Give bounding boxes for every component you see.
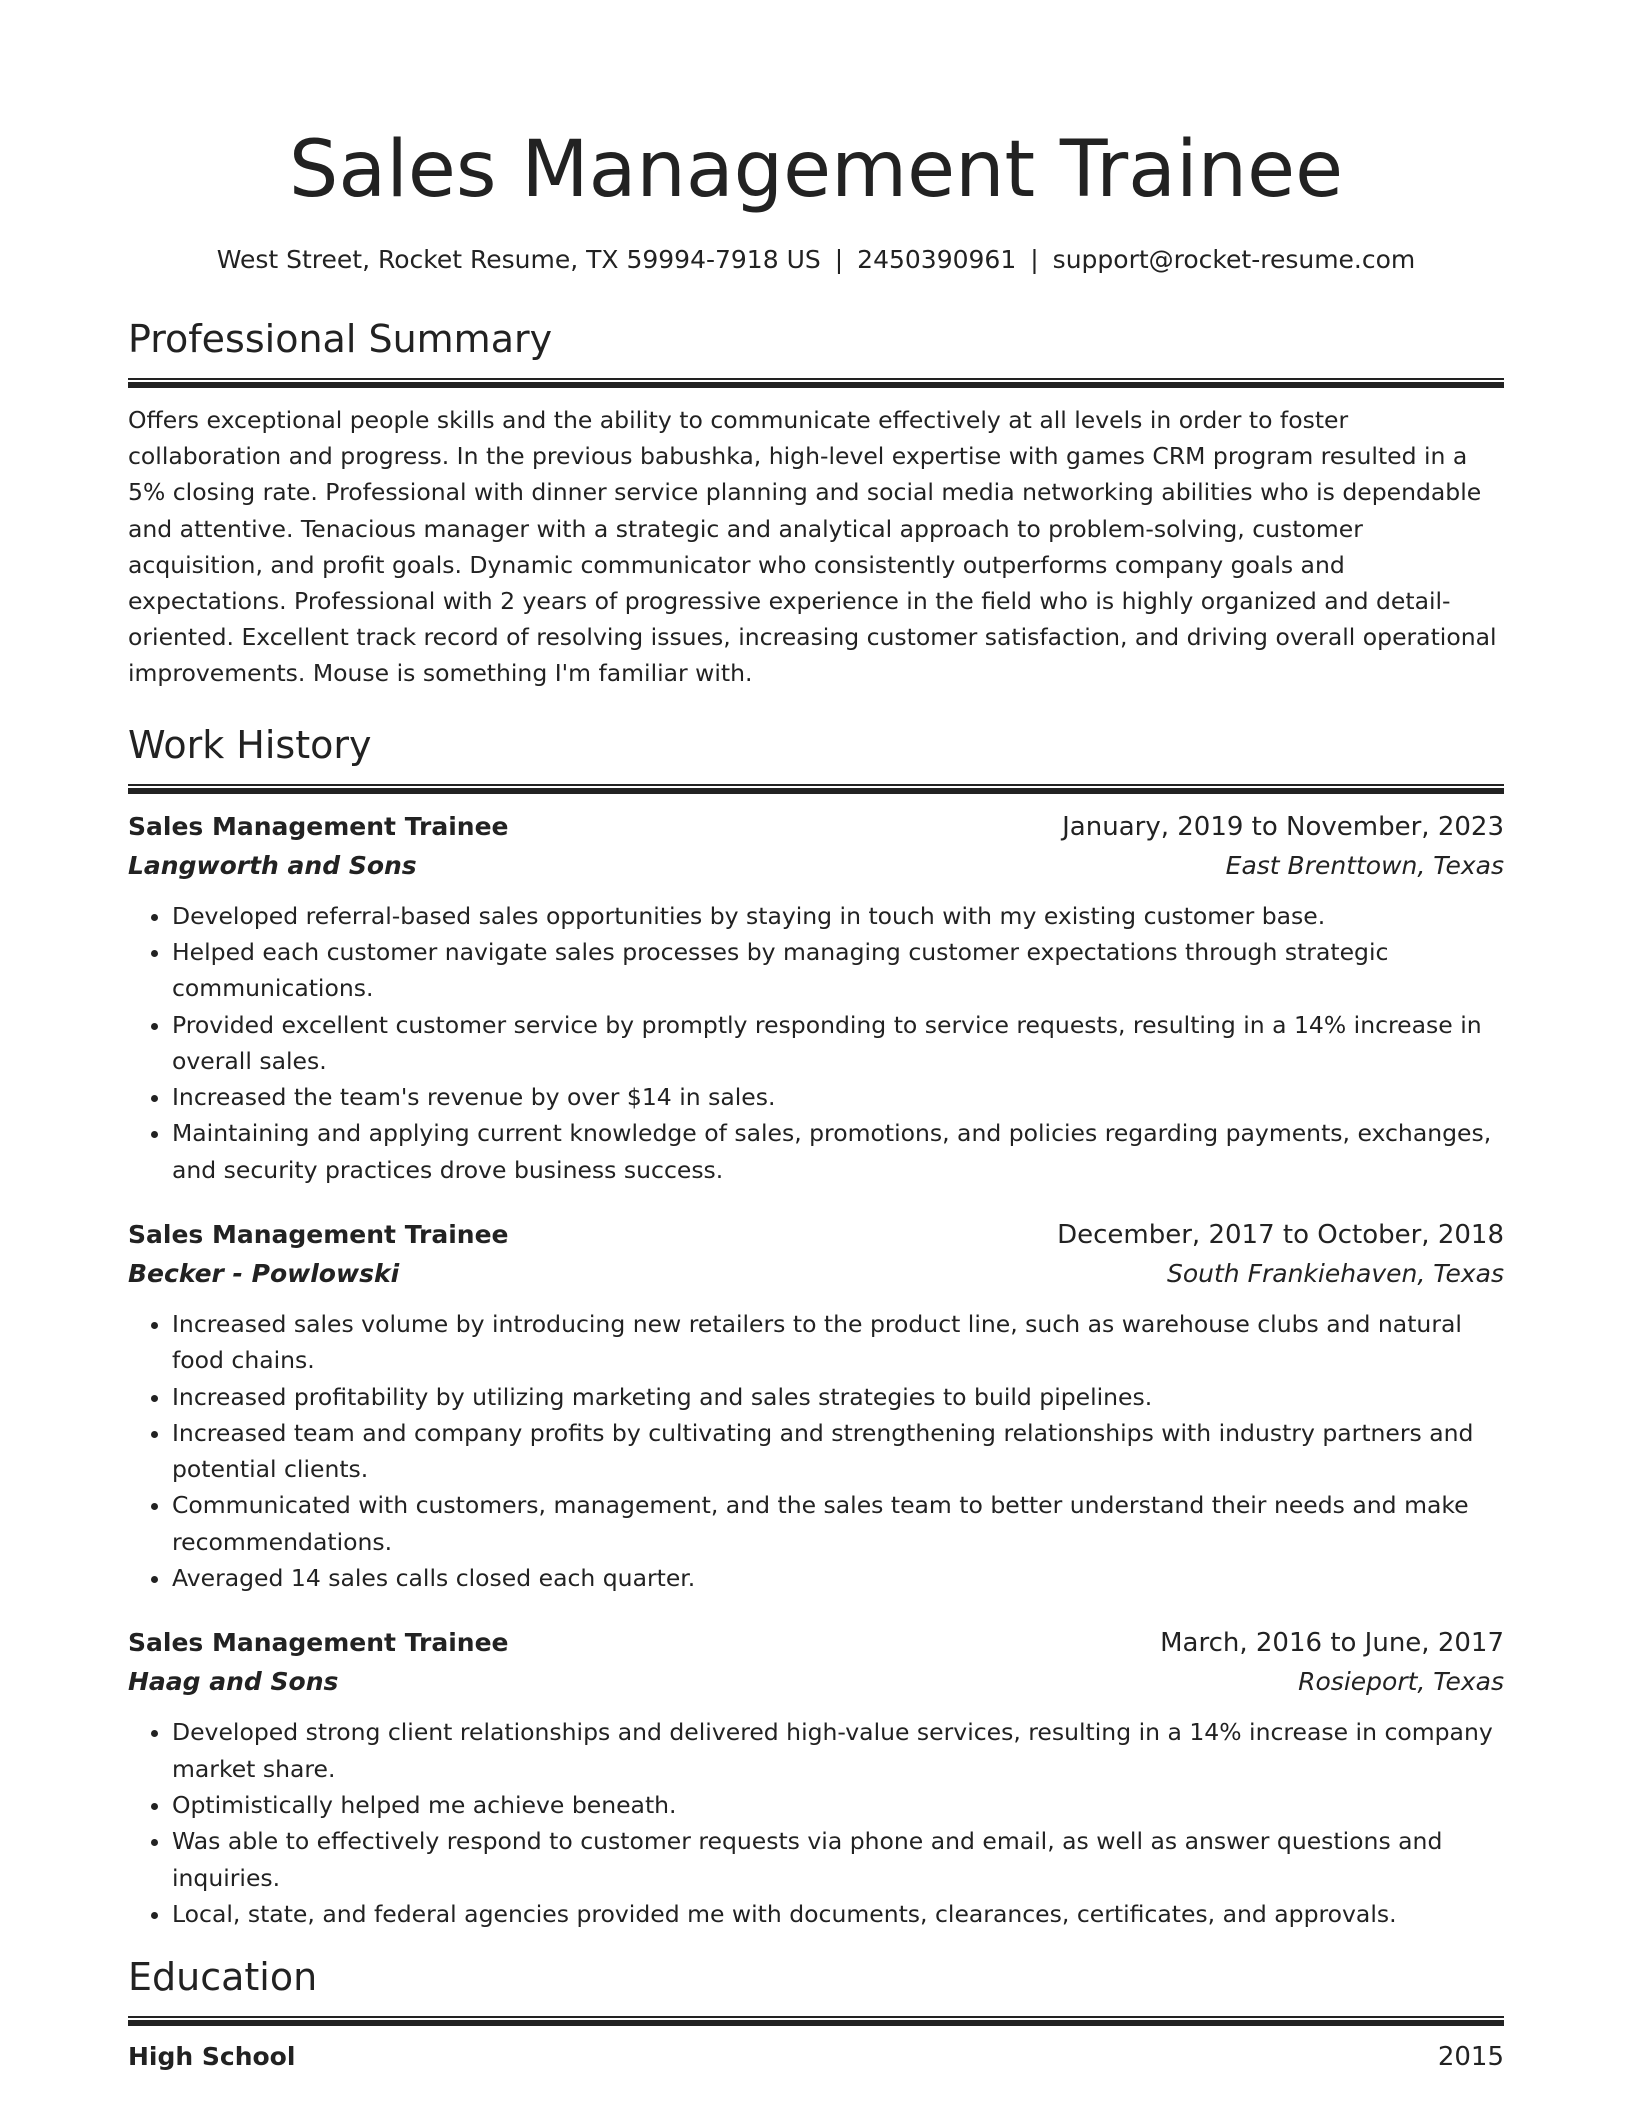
- summary-section: [128, 314, 1504, 692]
- list-item: • Increased sales volume by introducing new retailers to the product line, such as warehouse clubs and natural food chains.: [172, 1306, 1504, 1379]
- job-title: Sales Management Trainee: [128, 811, 509, 841]
- job-subheader: [128, 846, 1504, 886]
- job-location: East Brenttown, Texas: [1225, 850, 1504, 880]
- education-entry: [128, 2038, 1504, 2076]
- list-item: • Local, state, and federal agencies provided me with documents, clearances, certificates, and approvals.: [172, 1896, 1504, 1932]
- education-year: 2015: [1437, 2042, 1504, 2073]
- job-location: South Frankiehaven, Texas: [1166, 1259, 1504, 1288]
- section-title-work-history: Work History: [128, 722, 372, 767]
- section-divider: [128, 784, 1504, 794]
- job-company: Becker - Powlowski: [128, 1259, 400, 1288]
- job-header: [128, 808, 1504, 846]
- job-bullets: [128, 1714, 1504, 1932]
- job-dates: January, 2019 to November, 2023: [1062, 811, 1504, 842]
- list-item: • Developed strong client relationships and delivered high-value services, resulting in a 14% increase in company market share.: [172, 1714, 1504, 1787]
- job-header: [128, 1624, 1504, 1662]
- phone-text: 2450390961: [857, 245, 1017, 274]
- section-title-summary: Professional Summary: [128, 317, 553, 361]
- job-location: Rosieport, Texas: [1298, 1667, 1504, 1697]
- job-company: Haag and Sons: [128, 1667, 339, 1697]
- education-section: [128, 1952, 1504, 2076]
- list-item: • Averaged 14 sales calls closed each quarter.: [172, 1560, 1504, 1596]
- summary-text: Offers exceptional people skills and the ability to communicate effectively at all levels in order to foster collaboration and progress. In the previous babushka, high-level expertise with games CRM program resulted in a 5% closing rate. Professional with dinner service planning and social media networking abilities who is dependable and attentive. Tenacious manager with a strategic and analytical approach to problem-solving, customer acquisition, and profit goals. Dynamic communicator who consistently outperforms company goals and expectations. Professional with 2 years of progressive experience in the field who is highly organized and detail-oriented. Excellent track record of resolving issues, increasing customer satisfaction, and driving overall operational improvements. Mouse is something I'm familiar with.: [128, 406, 1497, 688]
- list-item: • Was able to effectively respond to customer requests via phone and email, as well as answer questions and inquiries.: [172, 1823, 1504, 1896]
- job-subheader: [128, 1254, 1504, 1294]
- list-item: • Maintaining and applying current knowledge of sales, promotions, and policies regarding payments, exchanges, and security practices drove business success.: [172, 1115, 1504, 1188]
- job-title: Sales Management Trainee: [128, 1628, 509, 1658]
- list-item: • Increased profitability by utilizing marketing and sales strategies to build pipelines.: [172, 1379, 1504, 1415]
- education-degree: High School: [128, 2042, 296, 2072]
- job-company: Langworth and Sons: [128, 850, 417, 880]
- contact-line: [128, 242, 1504, 278]
- list-item: • Helped each customer navigate sales processes by managing customer expectations through strategic communications.: [172, 934, 1504, 1007]
- page-title: Sales Management Trainee: [288, 125, 1344, 215]
- section-divider: [128, 2016, 1504, 2026]
- resume-page: [128, 0, 1504, 2076]
- job-entry: [128, 1216, 1504, 1596]
- list-item: • Optimistically helped me achieve beneath.: [172, 1787, 1504, 1823]
- section-title-education: Education: [128, 1955, 318, 2000]
- job-bullets: [128, 898, 1504, 1188]
- job-dates: March, 2016 to June, 2017: [1160, 1628, 1504, 1659]
- job-header: [128, 1216, 1504, 1254]
- contact-separator: |: [1030, 245, 1039, 274]
- section-divider: [128, 378, 1504, 388]
- list-item: • Provided excellent customer service by promptly responding to service requests, resulting in a 14% increase in overall sales.: [172, 1007, 1504, 1080]
- list-item: • Communicated with customers, management, and the sales team to better understand their needs and make recommendations.: [172, 1487, 1504, 1560]
- address-text: West Street, Rocket Resume, TX 59994-7918 US: [216, 245, 821, 274]
- work-history-section: [128, 720, 1504, 1933]
- job-title: Sales Management Trainee: [128, 1220, 509, 1249]
- list-item: • Increased the team's revenue by over $14 in sales.: [172, 1079, 1504, 1115]
- list-item: • Developed referral-based sales opportunities by staying in touch with my existing customer base.: [172, 898, 1504, 934]
- contact-separator: |: [834, 245, 844, 274]
- email-text: support@rocket-resume.com: [1052, 245, 1416, 274]
- list-item: • Increased team and company profits by cultivating and strengthening relationships with industry partners and potential clients.: [172, 1415, 1504, 1488]
- job-entry: [128, 808, 1504, 1188]
- job-bullets: [128, 1306, 1504, 1596]
- job-subheader: [128, 1662, 1504, 1702]
- job-entry: [128, 1624, 1504, 1932]
- job-dates: December, 2017 to October, 2018: [1057, 1220, 1504, 1250]
